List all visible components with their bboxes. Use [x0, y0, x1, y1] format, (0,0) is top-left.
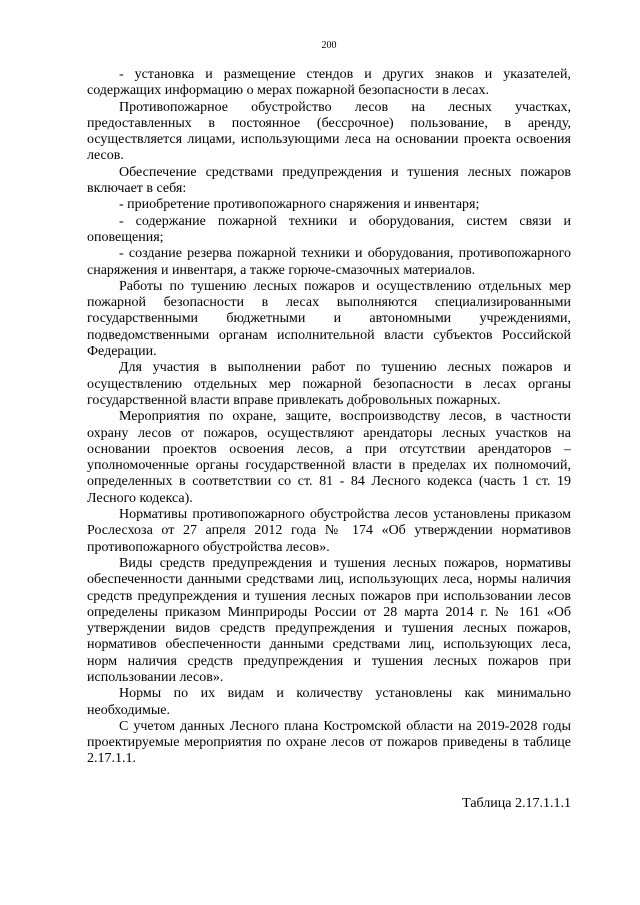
paragraph: Виды средств предупреждения и тушения лесных пожаров, нормативы обеспеченности данными средствами лиц, использующих леса, нормы наличия средств предупреждения и тушения лесных пожаров при использовании лесов определены приказом Минприроды России от 28 марта 2014 г. № 161 «Об утверждении видов средств предупреждения и тушения лесных пожаров, нормативов обеспеченности данными средствами лиц, использующих леса, норм наличия средств предупреждения и тушения лесных пожаров при использовании лесов».	[87, 555, 571, 685]
paragraph: Для участия в выполнении работ по тушению лесных пожаров и осуществлению отдельных мер пожарной безопасности в лесах органы государственной власти вправе привлекать добровольных пожарных.	[87, 360, 571, 408]
paragraph: - установка и размещение стендов и других знаков и указателей, содержащих информацию о мерах пожарной безопасности в лесах.	[87, 67, 571, 99]
paragraph: - приобретение противопожарного снаряжения и инвентаря;	[119, 197, 480, 213]
paragraph: Мероприятия по охране, защите, воспроизводству лесов, в частности охрану лесов от пожаров, осуществляют арендаторы лесных участков на основании проектов освоения лесов, а при отсутствии арендаторов – уполномоченные органы государственной власти в пределах их полномочий, определенных в соответствии со ст. 81 - 84 Лесного кодекса (часть 1 ст. 19 Лесного кодекса).	[87, 409, 571, 506]
paragraph: Противопожарное обустройство лесов на лесных участках, предоставленных в постоянное (бессрочное) пользование, в аренду, осуществляется лицами, использующими леса на основании проекта освоения лесов.	[87, 99, 571, 164]
paragraph: Нормы по их видам и количеству установлены как минимально необходимые.	[87, 686, 571, 718]
paragraph: С учетом данных Лесного плана Костромской области на 2019-2028 годы проектируемые мероприятия по охране лесов от пожаров приведены в таблице 2.17.1.1.	[87, 718, 571, 767]
paragraph: - содержание пожарной техники и оборудования, систем связи и оповещения;	[87, 213, 571, 245]
body-text	[87, 67, 571, 768]
paragraph: Нормативы противопожарного обустройства лесов установлены приказом Рослесхоза от 27 апреля 2012 года № 174 «Об утверждении нормативов противопожарного обустройства лесов».	[87, 507, 571, 555]
page-number: 200	[321, 40, 337, 51]
paragraph: Обеспечение средствами предупреждения и тушения лесных пожаров включает в себя:	[87, 164, 571, 197]
paragraph: - создание резерва пожарной техники и оборудования, противопожарного снаряжения и инвентаря, а также горюче-смазочных материалов.	[87, 246, 571, 278]
table-caption: Таблица 2.17.1.1.1	[462, 795, 571, 811]
paragraph: Работы по тушению лесных пожаров и осуществлению отдельных мер пожарной безопасности в лесах выполняются специализированными государственными бюджетными и автономными учреждениями, подведомственными органам исполнительной власти субъектов Российской Федерации.	[87, 278, 571, 360]
